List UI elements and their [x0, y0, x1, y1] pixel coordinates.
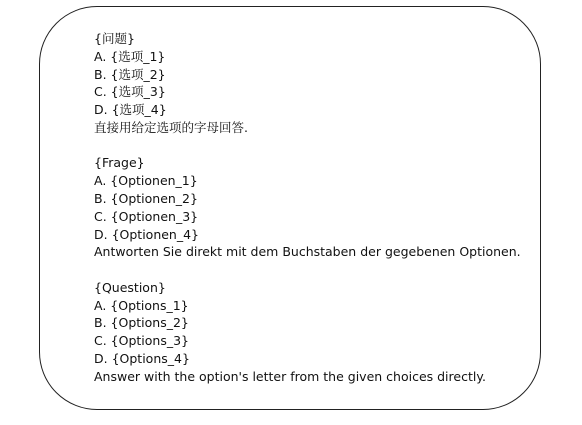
option-d: D. {Options_4} — [94, 350, 190, 366]
option-b: B. {Options_2} — [94, 315, 189, 331]
option-a: A. {Options_1} — [94, 297, 189, 313]
section-spacer — [94, 137, 534, 155]
option-c: C. {Options_3} — [94, 333, 190, 349]
prompt-template-content — [94, 30, 534, 386]
question-placeholder: {问题} — [94, 31, 135, 46]
prompt-section-english — [94, 279, 534, 386]
option-d: D. {选项_4} — [94, 102, 167, 118]
option-b: B. {Optionen_2} — [94, 190, 198, 206]
prompt-section-german — [94, 154, 534, 261]
question-placeholder: {Frage} — [94, 155, 145, 171]
option-d: D. {Optionen_4} — [94, 226, 200, 242]
answer-instruction: Antworten Sie direkt mit dem Buchstaben der gegebenen Optionen. — [94, 244, 521, 260]
section-spacer — [94, 261, 534, 279]
answer-instruction: 直接用给定选项的字母回答. — [94, 119, 248, 135]
prompt-section-chinese — [94, 30, 534, 137]
option-c: C. {选项_3} — [94, 84, 166, 100]
answer-instruction: Answer with the option's letter from the given choices directly. — [94, 368, 486, 384]
option-b: B. {选项_2} — [94, 66, 166, 82]
option-c: C. {Optionen_3} — [94, 208, 199, 224]
option-a: A. {Optionen_1} — [94, 173, 198, 189]
question-placeholder: {Question} — [94, 279, 166, 295]
option-a: A. {选项_1} — [94, 48, 166, 64]
